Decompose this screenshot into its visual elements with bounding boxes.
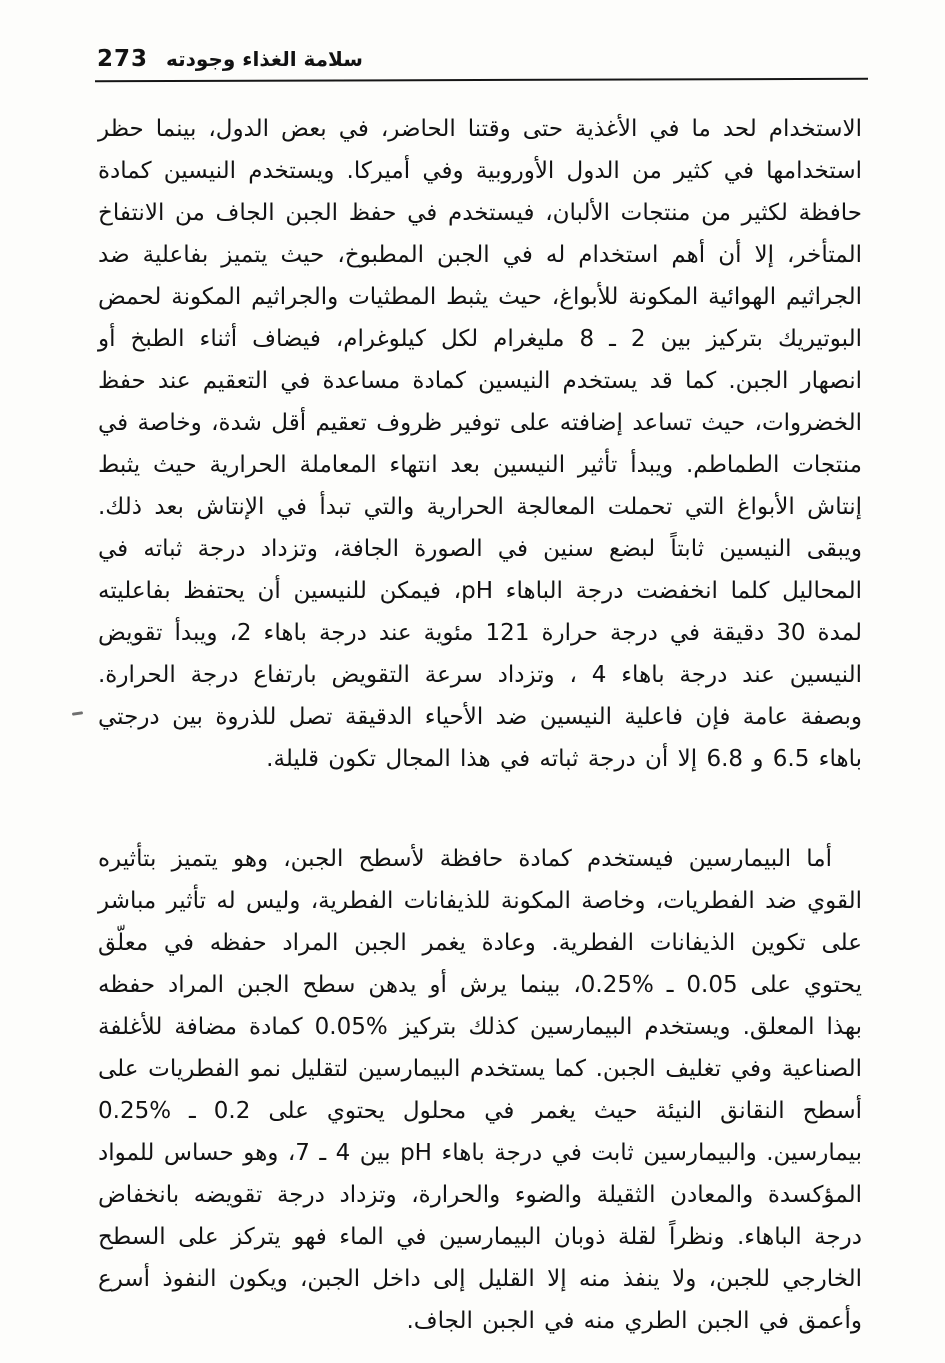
page-title: سلامة الغذاء وجودته	[166, 47, 363, 71]
scan-artifact-mark	[72, 711, 83, 716]
running-header	[97, 46, 363, 72]
paragraph-nisin-usage: الاستخدام لحد ما في الأغذية حتى وقتنا الحاضر، في بعض الدول، بينما حظر استخدامها في كثير من الدول الأوروبية وفي أميركا. ويستخدم النيسين كمادة حافظة لكثير من منتجات الألبان، فيستخدم في حفظ الجبن الجاف من الانتفاخ المتأخر، إلا أن أهم استخدام له في الجبن المطبوخ، حيث يتميز بفاعلية ضد الجراثيم الهوائية المكونة للأبواغ، حيث يثبط المطثيات والجراثيم المكونة لحمض البوتيريك بتركيز بين 2 ـ 8 مليغرام لكل كيلوغرام، فيضاف أثناء الطبخ أو انصهار الجبن. كما قد يستخدم النيسين كمادة مساعدة في التعقيم عند حفظ الخضروات، حيث تساعد إضافته على توفير ظروف تعقيم أقل شدة، وخاصة في منتجات الطماطم. ويبدأ تأثير النيسين بعد انتهاء المعاملة الحرارية حيث يثبط إنتاش الأبواغ التي تحملت المعالجة الحرارية والتي تبدأ في الإنتاش بعد ذلك. ويبقى النيسين ثابتاً لبضع سنين في الصورة الجافة، وتزداد درجة ثباته في المحاليل كلما انخفضت درجة الباهاء pH، فيمكن للنيسين أن يحتفظ بفاعليته لمدة 30 دقيقة في درجة حرارة 121 مئوية عند درجة باهاء 2، ويبدأ تقويض النيسين عند درجة باهاء 4 ، وتزداد سرعة التقويض بارتفاع درجة الحرارة. وبصفة عامة فإن فاعلية النيسين ضد الأحياء الدقيقة تصل للذروة بين درجتي باهاء 6.5 و 6.8 إلا أن درجة ثباته في هذا المجال تكون قليلة.	[98, 116, 863, 772]
header-rule	[95, 78, 868, 82]
page-body	[98, 108, 862, 1342]
page-number: 273	[97, 46, 149, 72]
paragraph-pimaricin: أما البيمارسين فيستخدم كمادة حافظة لأسطح الجبن، وهو يتميز بتأثيره القوي ضد الفطريات، وخاصة المكونة للذيفانات الفطرية، وليس له تأثير مباشر على تكوين الذيفانات الفطرية. وعادة يغمر الجبن المراد حفظه في معلّق يحتوي على 0.05 ـ %0.25، بينما يرش أو يدهن سطح الجبن المراد حفظه بهذا المعلق. ويستخدم البيمارسين كذلك بتركيز %0.05 كمادة مضافة للأغلفة الصناعية وفي تغليف الجبن. كما يستخدم البيمارسين لتقليل نمو الفطريات على أسطح النقانق النيئة حيث يغمر في محلول يحتوي على 0.2 ـ %0.25 بيمارسين. والبيمارسين ثابت في درجة باهاء pH بين 4 ـ 7، وهو حساس للمواد المؤكسدة والمعادن الثقيلة والضوء والحرارة، وتزداد درجة تقويضه بانخفاض درجة الباهاء. ونظراً لقلة ذوبان البيمارسين في الماء فهو يتركز على السطح الخارجي للجبن، ولا ينفذ منه إلا القليل إلى داخل الجبن، ويكون النفوذ أسرع وأعمق في الجبن الطري منه في الجبن الجاف.	[98, 846, 863, 1334]
